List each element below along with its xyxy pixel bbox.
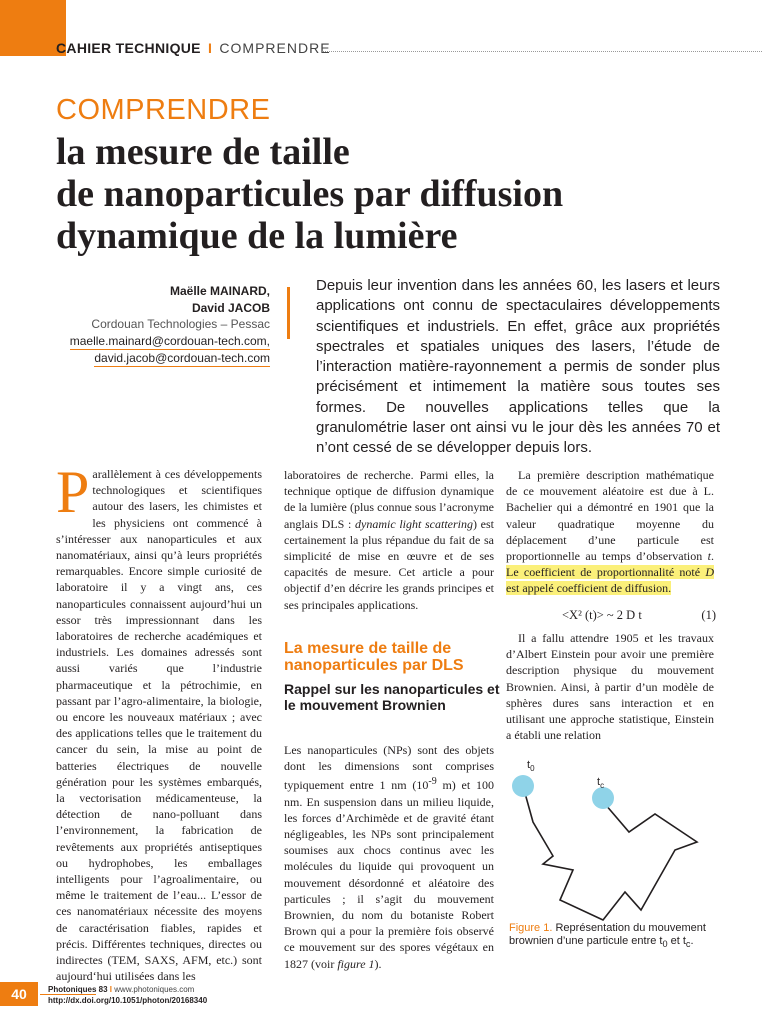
rubric-separator: I xyxy=(208,40,213,56)
body-column-2-text xyxy=(284,742,494,972)
particle-end xyxy=(592,787,614,809)
lead-accent-bar xyxy=(287,287,290,339)
body-column-3-intro xyxy=(506,467,714,597)
doi-link[interactable]: http://dx.doi.org/10.1051/photon/20168340 xyxy=(48,996,208,1005)
footer-separator: I xyxy=(109,985,113,994)
figure-caption xyxy=(509,922,709,951)
body-text-italic: dynamic light scattering xyxy=(355,516,474,531)
caption-text: et t xyxy=(667,935,686,947)
figure-reference-link[interactable]: figure 1 xyxy=(337,956,375,971)
caption-text: Représentation du mouvement brownien d’une particule entre t xyxy=(509,922,706,947)
author-name: Maëlle MAINARD, xyxy=(169,284,270,298)
body-text: m) et 100 nm. En suspension dans un milieu liquide, les forces d’Archimède et de gravité étant négligeables, les NPs sont principalement soumises aux chocs continus avec les molécules du liquide qui provoquent un mouvement désordonné et aléatoire des particules ; il s’agit du mouvement Brownien, du nom du botaniste Robert Brown qui a pour la première fois observé ce mouvement sur des spores végétaux en 1827 (voir xyxy=(284,778,494,971)
body-text: ). xyxy=(374,956,382,971)
footer-rule xyxy=(40,994,96,995)
subsection-heading: Rappel sur les nanoparticules et le mouvement Brownien xyxy=(284,681,500,713)
body-text: La première description mathématique de ce mouvement aléatoire est due à L. Bachelier qui a démontré en 1901 que la valeur quadratique moyenne du déplacement d’une particule est proportionnelle au temps d’observation xyxy=(506,468,714,564)
figure-1-brownian-motion xyxy=(505,752,715,923)
section-rubric xyxy=(56,40,331,56)
superscript: -9 xyxy=(428,776,437,788)
author-block xyxy=(56,283,270,367)
highlighted-text xyxy=(506,565,714,595)
title-line: la mesure de taille xyxy=(56,131,350,173)
drop-cap: P xyxy=(56,459,90,525)
caption-subscript: 0 xyxy=(662,939,668,950)
label-t0: $t_0$ xyxy=(527,759,535,773)
body-column-2-intro xyxy=(284,467,494,613)
article-kicker: COMPRENDRE xyxy=(56,94,271,126)
rubric-category: CAHIER TECHNIQUE xyxy=(56,40,201,56)
lead-paragraph: Depuis leur invention dans les années 60, les lasers et leurs applications ont connu de spectaculaires développements scientifiques et industriels. En effet, grâce aux propriétés spectrales et spatiales uniques des lasers, l’étude de l’interaction matière-rayonnement a permis de sonder plus précisément et intimement la matière sous toutes ses formes. De nouvelles applications telles que la granulométrie laser ont ainsi vu le jour dès les années 70 et n’ont cessé de se développer depuis lors. xyxy=(316,277,720,457)
title-line: de nanoparticules par diffusion xyxy=(56,173,564,215)
body-text: Les nanoparticules (NPs) sont des objets dont les dimensions sont comprises typiquement entre 1 nm (10 xyxy=(284,743,494,793)
author-email-link[interactable]: david.jacob@cordouan-tech.com xyxy=(94,350,270,365)
article-title xyxy=(56,131,756,257)
rubric-subcategory: COMPRENDRE xyxy=(219,40,331,56)
math-variable: D xyxy=(705,565,714,580)
magazine-name: Photoniques 83 xyxy=(48,985,108,994)
equation-number: (1) xyxy=(701,608,716,622)
section-heading: La mesure de taille de nanoparticules par DLS xyxy=(284,640,464,674)
author-name: David JACOB xyxy=(191,300,270,315)
highlighted-text-part: est appelé coefficient de diffusion. xyxy=(506,581,672,596)
body-text: . xyxy=(711,549,714,564)
footer-magazine-line xyxy=(48,985,194,994)
caption-label: Figure 1. xyxy=(509,922,553,934)
body-text: laboratoires de recherche. Parmi elles, la technique optique de diffusion dynamique de la lumière (plus connue sous l’acronyme anglais DLS : xyxy=(284,468,494,531)
highlighted-text-part: Le coefficient de proportionnalité noté xyxy=(506,565,706,580)
author-affiliation: Cordouan Technologies – Pessac xyxy=(91,317,270,331)
caption-subscript: c xyxy=(685,939,691,950)
body-column-1 xyxy=(56,459,262,985)
label-tc: $t_c$ xyxy=(597,776,605,790)
author-email-link[interactable]: maelle.mainard@cordouan-tech.com, xyxy=(69,333,270,348)
page-number: 40 xyxy=(0,982,38,1006)
body-text: ) est certainement la plus répandue du fait de sa simplicité de mise en œuvre et de ses capacités de mesure. Cet article a pour objectif d’en décrire les grands principes et ses principales applications. xyxy=(284,516,495,612)
equation-expression: <X² (t)> ~ 2 D t xyxy=(562,608,642,622)
equation-1 xyxy=(520,608,716,623)
math-variable: t xyxy=(707,549,711,564)
body-column-3-text: Il a fallu attendre 1905 et les travaux d’Albert Einstein pour avoir une première description physique du mouvement Brownien. Ainsi, à partir d’un modèle de sphères dures sans interaction et en utilisant une approche statistique, Einstein a établi une relation xyxy=(506,631,714,743)
caption-text: . xyxy=(690,935,694,947)
website-link[interactable]: www.photoniques.com xyxy=(114,985,195,994)
title-line: dynamique de la lumière xyxy=(56,215,458,257)
body-text: arallèlement à ces développements technologiques et scientifiques autour des lasers, les chimistes et les physiciens ont commencé à s’intéresser aux nanoparticules et aux nanomatériaux, ainsi qu’à leurs propriétés remarquables. Encore simple curiosité de laboratoire il y a vingt ans, ces nanoparticules connaissent aujourd’hui un essor très impressionnant dans les laboratoires de recherche académiques et industriels. Les domaines adressés sont aussi variés que l’industrie pharmaceutique et la pétrochimie, en passant par l’agro-alimentaire, la biologie, ou encore les nouveaux matériaux ; avec des applications telles que le traitement du cancer du sein, la mise au point de batteries électriques de nouvelle génération pour les systèmes embarqués, la vectorisation médicamenteuse, la détection de nano-polluant dans l’environnement, la fabrication de revêtements aux propriétés antiseptiques ou hydrophobes, les emballages intelligents pour l’agroalimentaire, ou même le traitement de l’eau... L’essor de ces nanomatériaux nécessite des moyens de caractérisation fiables, rapides et précis. Différentes techniques, directes ou indirectes (TEM, SAXS, AFM, etc.) sont aujourd‘hui utilisées dans les xyxy=(56,467,262,984)
header-dotted-rule xyxy=(322,51,762,52)
particle-start xyxy=(512,775,534,797)
